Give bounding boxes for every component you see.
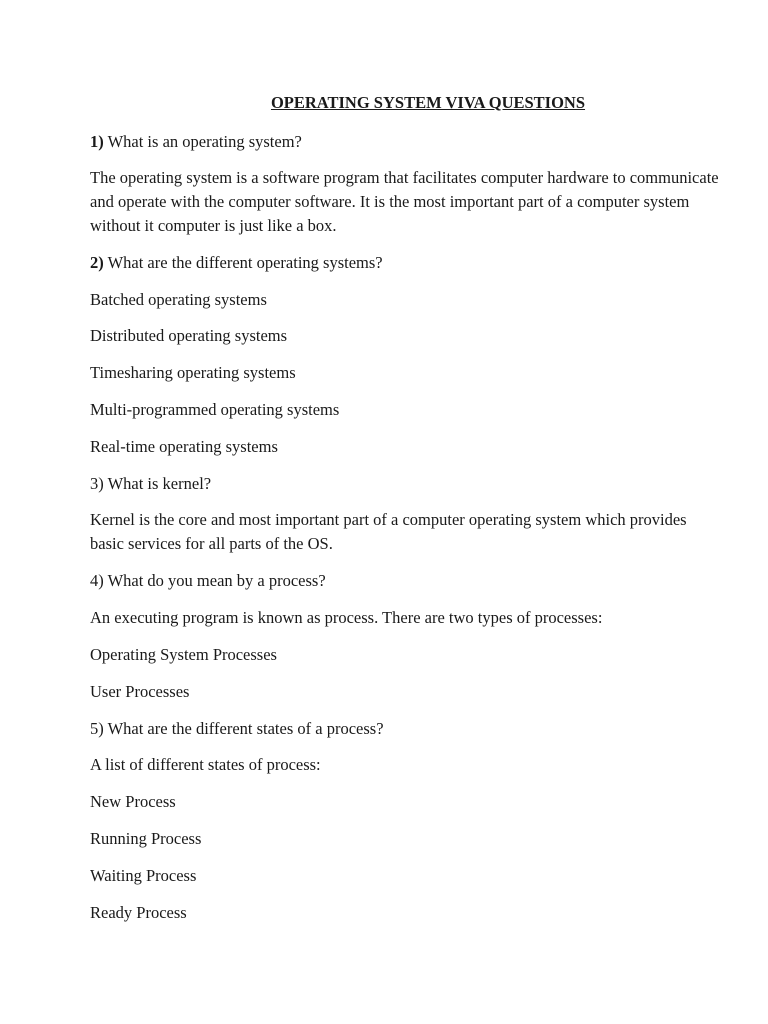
question-4: 4) What do you mean by a process? [90,571,326,590]
process-state-item: New Process [90,792,176,811]
question-3: 3) What is kernel? [90,474,212,493]
question-2-text: What are the different operating systems? [103,253,383,272]
os-type-item: Batched operating systems [90,290,267,309]
question-1 [90,130,302,154]
answer-4: An executing program is known as process. There are two types of processes: [90,608,603,627]
answer-1-line: The operating system is a software program that facilitates computer hardware to communicate [90,168,719,187]
answer-5: A list of different states of process: [90,755,321,774]
os-type-item: Multi-programmed operating systems [90,400,340,419]
question-1-number: 1) [90,132,104,151]
document-title: OPERATING SYSTEM VIVA QUESTIONS [270,93,586,112]
os-type-item: Real-time operating systems [90,437,278,456]
question-2 [90,251,383,275]
answer-3-line: basic services for all parts of the OS. [90,534,333,553]
process-state-item: Ready Process [90,903,187,922]
answer-3-line: Kernel is the core and most important part of a computer operating system which provides [90,510,687,529]
os-type-item: Distributed operating systems [90,326,288,345]
process-state-item: Waiting Process [90,866,197,885]
question-1-text: What is an operating system? [103,132,302,151]
answer-1-line: without it computer is just like a box. [90,216,337,235]
process-state-item: Running Process [90,829,202,848]
answer-1-line: and operate with the computer software. It is the most important part of a computer system [90,192,690,211]
answer-1 [90,166,762,238]
process-type-item: Operating System Processes [90,645,277,664]
os-type-item: Timesharing operating systems [90,363,296,382]
question-5: 5) What are the different states of a process? [90,719,384,738]
process-type-item: User Processes [90,682,190,701]
question-2-number: 2) [90,253,104,272]
answer-3 [90,508,762,556]
